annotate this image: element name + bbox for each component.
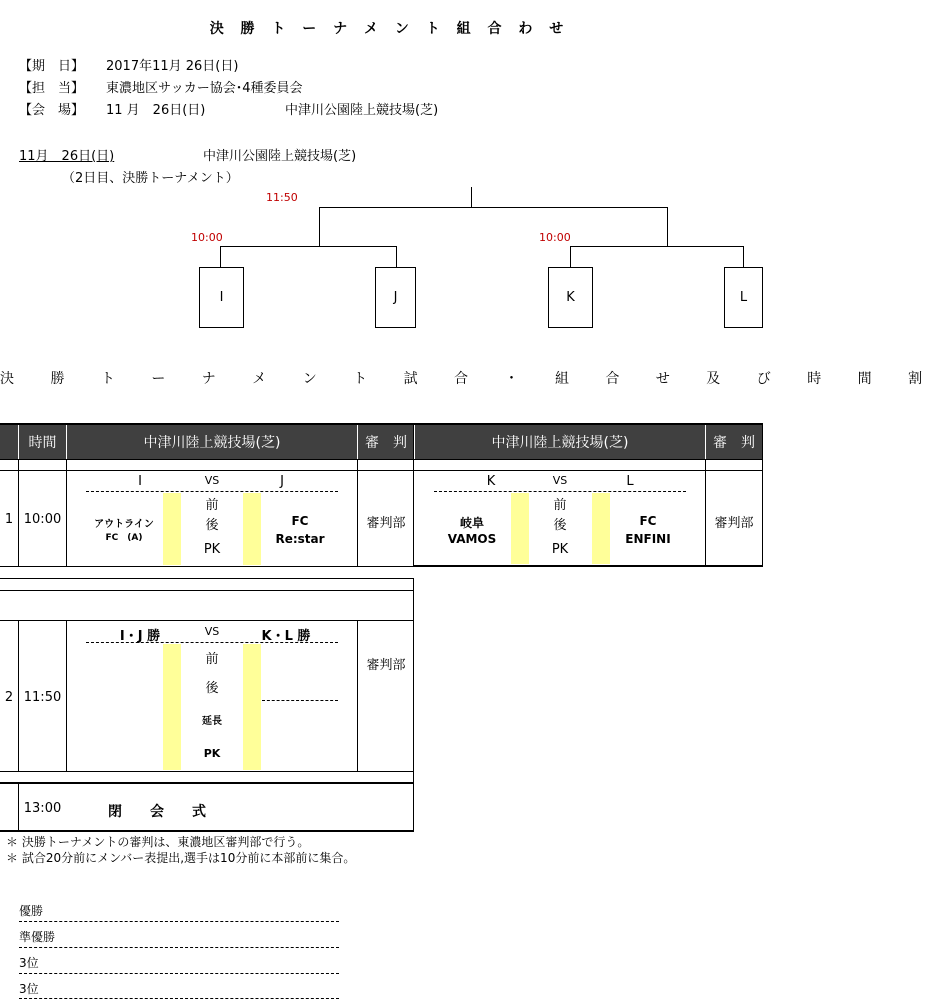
team-code: I bbox=[219, 290, 224, 305]
header-venue: 中津川陸上競技場(芝) bbox=[67, 424, 357, 459]
match1-first-half: 前 bbox=[205, 498, 219, 513]
header-time: 時間 bbox=[19, 424, 66, 459]
match1-home-name-2: FC (A) bbox=[105, 533, 143, 543]
organizer-label: 【担 当】 bbox=[19, 81, 85, 96]
header-venue-2: 中津川陸上競技場(芝) bbox=[415, 424, 705, 459]
page-title: 決 勝 ト ー ナ メ ン ト 組 合 わ せ bbox=[209, 21, 570, 37]
closing-time: 13:00 bbox=[23, 801, 62, 816]
match2-away-name-2: ENFINI bbox=[625, 532, 671, 546]
day-venue: 中津川公園陸上競技場(芝) bbox=[203, 149, 357, 164]
match1-home-score-cell bbox=[163, 493, 181, 565]
venue-date: 11 月 26日(日) bbox=[106, 103, 206, 118]
match1-pk: PK bbox=[203, 542, 221, 557]
rank-label-third-b: 3位 bbox=[19, 982, 39, 996]
match2-away-score-cell bbox=[592, 493, 610, 564]
venue-name: 中津川公園陸上競技場(芝) bbox=[285, 103, 439, 118]
right-semi-time: 10:00 bbox=[539, 231, 571, 244]
match2-away-name-1: FC bbox=[639, 514, 657, 528]
left-semi-time: 10:00 bbox=[191, 231, 223, 244]
match3-pk: PK bbox=[203, 747, 221, 760]
day-date: 11月 26日(日) bbox=[19, 149, 115, 164]
match2-pk: PK bbox=[551, 542, 569, 557]
match2-first-half: 前 bbox=[553, 498, 567, 513]
team-box-l bbox=[724, 267, 763, 328]
match3-first-half: 前 bbox=[205, 652, 219, 667]
header-referee: 審 判 bbox=[358, 424, 414, 459]
closing-label: 閉 会 式 bbox=[108, 804, 206, 820]
organizer-value: 東濃地区サッカー協会･4種委員会 bbox=[106, 81, 303, 96]
match1-number: 1 bbox=[4, 512, 14, 527]
match3-time: 11:50 bbox=[23, 690, 62, 705]
match2-home-code: K bbox=[486, 474, 496, 489]
match1-second-half: 後 bbox=[205, 518, 219, 533]
footnote-1: ＊ 決勝トーナメントの審判は、東濃地区審判部で行う。 bbox=[6, 835, 310, 849]
schedule-title: 決 勝 ト ー ナ メ ン ト 試 合 ・ 組 合 せ 及 び 時 間 割 bbox=[0, 371, 938, 387]
match2-vs: VS bbox=[552, 474, 568, 487]
match1-vs: VS bbox=[204, 474, 220, 487]
match1-home-code: I bbox=[138, 474, 142, 489]
footnote-2: ＊ 試合20分前にメンバー表提出,選手は10分前に本部前に集合。 bbox=[6, 851, 356, 865]
team-code: L bbox=[739, 290, 748, 305]
team-box-k bbox=[548, 267, 593, 328]
venue-label: 【会 場】 bbox=[19, 103, 85, 118]
rank-label-third-a: 3位 bbox=[19, 956, 39, 970]
match3-referee: 審判部 bbox=[366, 658, 406, 673]
date-value: 2017年11月 26日(日) bbox=[106, 59, 239, 74]
team-code: J bbox=[393, 290, 398, 305]
team-box-i bbox=[199, 267, 244, 328]
match2-home-score-cell bbox=[511, 493, 529, 564]
match2-away-code: L bbox=[626, 474, 634, 489]
match2-second-half: 後 bbox=[553, 518, 567, 533]
rank-label-runner-up: 準優勝 bbox=[19, 930, 56, 944]
match2-referee: 審判部 bbox=[714, 516, 754, 531]
match3-away-code: K・L 勝 bbox=[261, 629, 311, 644]
match3-second-half: 後 bbox=[205, 681, 219, 696]
match2-home-name-2: VAMOS bbox=[447, 532, 497, 546]
match1-away-name-2: Re:star bbox=[275, 532, 325, 546]
match3-extra-time: 延長 bbox=[202, 716, 222, 727]
match1-time: 10:00 bbox=[23, 512, 62, 527]
day-note: （2日目、決勝トーナメント） bbox=[62, 171, 239, 186]
match1-away-name-1: FC bbox=[291, 514, 309, 528]
match1-home-name-1: アウトライン bbox=[94, 519, 154, 530]
header-no-cell bbox=[0, 424, 18, 459]
match3-vs: VS bbox=[204, 625, 220, 638]
match3-number: 2 bbox=[4, 690, 14, 705]
date-label: 【期 日】 bbox=[19, 59, 85, 74]
header-referee-2: 審 判 bbox=[706, 424, 762, 459]
match2-home-name-1: 岐阜 bbox=[459, 516, 484, 530]
match3-home-score-cell bbox=[163, 644, 181, 770]
match3-away-score-cell bbox=[243, 644, 261, 770]
team-code: K bbox=[566, 290, 575, 305]
match3-home-code: I・J 勝 bbox=[119, 629, 161, 644]
team-box-j bbox=[375, 267, 416, 328]
final-time: 11:50 bbox=[266, 191, 298, 204]
match1-referee: 審判部 bbox=[366, 516, 406, 531]
match1-away-score-cell bbox=[243, 493, 261, 565]
match1-away-code: J bbox=[280, 474, 284, 489]
rank-label-champion: 優勝 bbox=[19, 904, 44, 918]
